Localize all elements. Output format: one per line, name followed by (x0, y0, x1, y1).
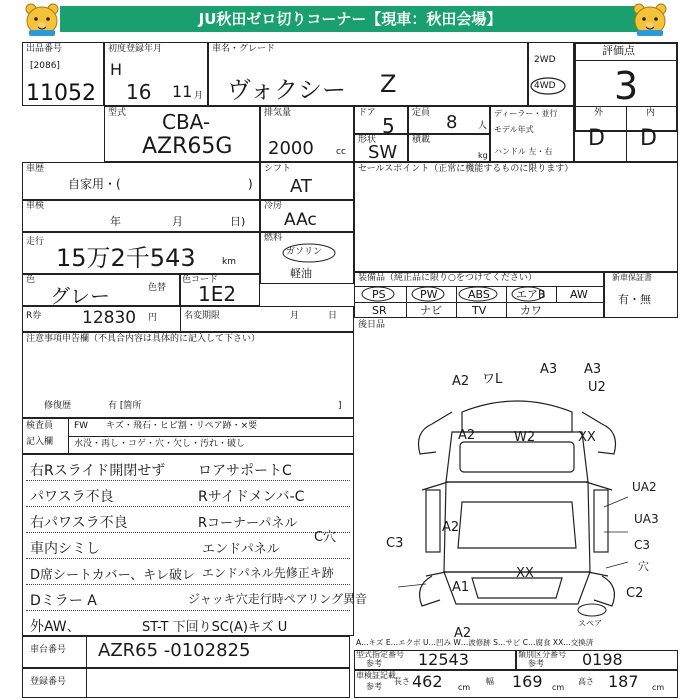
equip-aw: AW (570, 288, 588, 301)
recycle-value: 12830 (82, 308, 137, 328)
capacity-value: 8 (446, 112, 458, 133)
height-label: 高さ (578, 677, 594, 686)
car-grade-value: Z (380, 70, 397, 98)
auction-sheet (22, 42, 678, 698)
mark-a3a: A3 (540, 362, 558, 377)
equip-abs: ABS (468, 288, 490, 301)
width-label: 幅 (486, 677, 494, 686)
load-unit: kg (478, 151, 488, 160)
remark2-7: ST-T 下回りSC(A)キズ U (142, 620, 288, 635)
repair-value: 有 [箇所 (108, 401, 142, 411)
name-change-month: 月 (290, 311, 300, 321)
drive-4wd: 4WD (534, 81, 556, 91)
height-unit: cm (652, 683, 665, 692)
model-line1: CBA- (162, 110, 211, 134)
mileage-label: 走行 (26, 237, 45, 247)
warranty-value: 有・無 (618, 293, 651, 306)
exterior-label: 外 (594, 108, 604, 118)
capacity-unit: 人 (478, 121, 488, 131)
remark-1: 右Rスライド開閉せず (30, 463, 166, 479)
left-mascot-icon (22, 2, 62, 38)
equip-sr: SR (372, 304, 387, 317)
mark-ua3: UA3 (634, 512, 659, 526)
shift-label: シフト (264, 164, 292, 174)
dealer-label: ディーラー・並行 (494, 109, 558, 118)
displacement-unit: cc (336, 147, 346, 157)
mark-c3-right: C3 (634, 538, 651, 552)
category-number-label: 類別区分番号 (518, 650, 566, 659)
category-number-value: 0198 (582, 650, 623, 669)
color-value: グレー (50, 284, 110, 308)
drive-box (528, 42, 574, 106)
mark-dl: ワL (482, 372, 503, 387)
doors-label: ドア (358, 108, 376, 118)
color-code-label: 色コード (182, 275, 219, 285)
mark-c3-left: C3 (386, 536, 404, 551)
mark-w2: W2 (514, 430, 536, 445)
interior-grade: D (640, 126, 657, 151)
mark-a2-left: A2 (458, 428, 476, 443)
lot-label: 出品番号 (26, 44, 63, 54)
drive-2wd: 2WD (534, 55, 556, 65)
grade-label: 評価点 (602, 44, 635, 57)
remark2-3: Rコーナーパネル (198, 516, 298, 531)
model-label: 型式 (108, 108, 127, 118)
category-number-sub: 参考 (528, 659, 544, 668)
use-close: ) (248, 177, 253, 191)
inspection-year: 年 (110, 215, 121, 228)
color-code-value: 1E2 (198, 282, 237, 306)
name-change-day: 日 (328, 311, 338, 321)
fuel-gas-circle (280, 242, 338, 264)
fuel-diesel: 軽油 (290, 267, 312, 280)
model-line2: AZR65G (142, 134, 233, 159)
shape-label: 形状 (358, 135, 377, 145)
width-unit: cm (552, 683, 565, 692)
repair-label: 修復歴 (44, 401, 72, 411)
remark2-4: エンドパネル (202, 542, 280, 557)
remark2-5: エンドパネル先修正キ跡 (202, 566, 334, 580)
legend: A…キズ E…エクボ U…凹み W…波修跡 S…サビ C…腐食 XX…交換済 (356, 638, 594, 647)
first-reg-month: 11 (172, 82, 193, 101)
remark-3: 右パワスラ不良 (30, 515, 128, 531)
mark-a1: A1 (452, 580, 470, 595)
mark-a3b: A3 (584, 362, 602, 377)
type-designation-sub: 参考 (366, 659, 382, 668)
lot-sub: [2086] (30, 61, 60, 71)
capacity-label: 定員 (412, 108, 431, 118)
first-reg-label: 初度登録年月 (108, 44, 163, 54)
equipment-circles (354, 286, 564, 304)
notes-box (22, 332, 354, 418)
use-label: 車歴 (26, 164, 45, 174)
inspector-label-1: 検査員 (26, 421, 54, 431)
mark-ua2: UA2 (632, 480, 657, 494)
equip-navi: ナビ (420, 304, 442, 317)
first-reg-year: 16 (126, 80, 152, 104)
first-reg-era: H (110, 60, 123, 79)
rear-seat-label: 後日品 (358, 320, 386, 330)
mark-c2: C2 (626, 586, 644, 601)
shift-value: AT (290, 176, 312, 197)
mileage-unit: km (222, 257, 236, 267)
chassis-value: AZR65 -0102825 (98, 640, 251, 661)
lot-number: 11052 (26, 81, 96, 106)
mileage-value: 15万2千543 (56, 244, 196, 272)
type-designation-label: 型式指定番号 (356, 650, 404, 659)
car-body-diagram (392, 372, 642, 622)
mark-xx-bottom: XX (516, 566, 534, 581)
inspection-label: 車検 (26, 201, 45, 211)
mark-a2-mid: A2 (442, 520, 460, 535)
equip-tv: TV (472, 304, 487, 317)
inspector-label-2: 記入欄 (26, 437, 54, 447)
dealer-model-year: モデル年式 (494, 125, 534, 134)
recycle-unit: 円 (148, 313, 158, 323)
grade-score: 3 (614, 64, 639, 108)
length-label: 長さ (394, 677, 410, 686)
name-change-label: 名変期限 (184, 311, 221, 321)
inspector-row1: キズ・飛石・ヒビ割・リペア跡・×要 (106, 421, 258, 431)
load-label: 積載 (412, 135, 431, 145)
use-box (22, 162, 260, 200)
page-header (0, 0, 700, 40)
header-title: JU秋田ゼロ切りコーナー【現車：秋田会場】 (198, 10, 502, 28)
remark-4: 車内シミし (30, 541, 100, 557)
remark2-extra: C穴 (314, 530, 337, 545)
doors-value: 5 (382, 114, 395, 138)
warranty-label: 新車保証書 (612, 273, 652, 282)
fuel-label: 燃料 (264, 233, 283, 243)
mark-a2-top-left: A2 (452, 374, 470, 389)
remark-5: D席シートカバー、キレ破レ (30, 568, 195, 583)
mark-spare: スペア (578, 619, 602, 628)
first-reg-month-unit: 月 (194, 91, 204, 101)
cooling-value: AAc (284, 210, 317, 230)
length-unit: cm (458, 683, 471, 692)
registration-label: 登録番号 (30, 677, 67, 687)
car-name-label: 車名・グレード (212, 44, 276, 54)
displacement-label: 排気量 (264, 108, 292, 118)
remark2-1: ロアサポートC (198, 463, 292, 479)
mark-xx-right: XX (578, 430, 596, 445)
mark-a2-bottom: A2 (454, 626, 472, 641)
exterior-grade: D (588, 126, 605, 151)
displacement-value: 2000 (268, 138, 314, 159)
equip-ps: PS (372, 288, 386, 301)
car-name-value: ヴォクシー (227, 76, 347, 104)
dimensions-label: 車検証記載 (356, 671, 396, 680)
recycle-label: R券 (26, 311, 42, 321)
drive-4wd-circle (529, 76, 567, 96)
remark-7: 外AW、 (30, 619, 81, 635)
color-label: 色 (26, 275, 36, 285)
repair-close: ] (338, 401, 342, 411)
remark2-2: Rサイドメンバ-C (198, 489, 305, 505)
registration-box (22, 668, 350, 698)
equipment-label: 装備品（純正品に限り○をつけてください） (358, 273, 537, 283)
right-mascot-icon (630, 2, 670, 38)
inspector-fw: FW (74, 421, 89, 431)
length-value: 462 (412, 672, 443, 691)
notes-label: 注意事項申告欄（不具合内容は具体的に記入して下さい） (26, 334, 261, 344)
sales-point-label: セールスポイント（正常に機能するものに限ります） (358, 164, 574, 174)
cooling-label: 冷房 (264, 201, 283, 211)
shape-value: SW (368, 142, 398, 163)
sales-point-box (354, 162, 678, 272)
inspection-box (22, 200, 260, 232)
height-value: 187 (608, 672, 639, 691)
inspection-day: 日) (230, 215, 246, 228)
equip-leather: カワ (520, 304, 542, 317)
use-value: 自家用・( (68, 177, 121, 191)
fuel-gas: ガソリン (286, 247, 323, 257)
remark2-6: ジャッキ穴走行時ペアリング異音 (188, 592, 368, 606)
mark-ana: 穴 (638, 560, 649, 573)
width-value: 169 (512, 672, 543, 691)
equip-pw: PW (420, 288, 438, 301)
remark-6: Dミラー A (30, 593, 97, 609)
inspection-month: 月 (172, 215, 183, 228)
mark-u2: U2 (588, 380, 606, 395)
color-repaint: 色替 (148, 283, 167, 293)
interior-label: 内 (646, 108, 656, 118)
equip-airbag: エアB (516, 288, 546, 301)
dimensions-sub: 参考 (366, 682, 382, 691)
dealer-handle: ハンドル 左・右 (494, 147, 553, 156)
chassis-label: 車台番号 (30, 645, 67, 655)
remark-2: パワスラ不良 (30, 489, 114, 505)
inspector-row2: 水没・再し・コゲ・穴・欠し・汚れ・破し (74, 439, 246, 449)
type-designation-value: 12543 (418, 650, 469, 669)
